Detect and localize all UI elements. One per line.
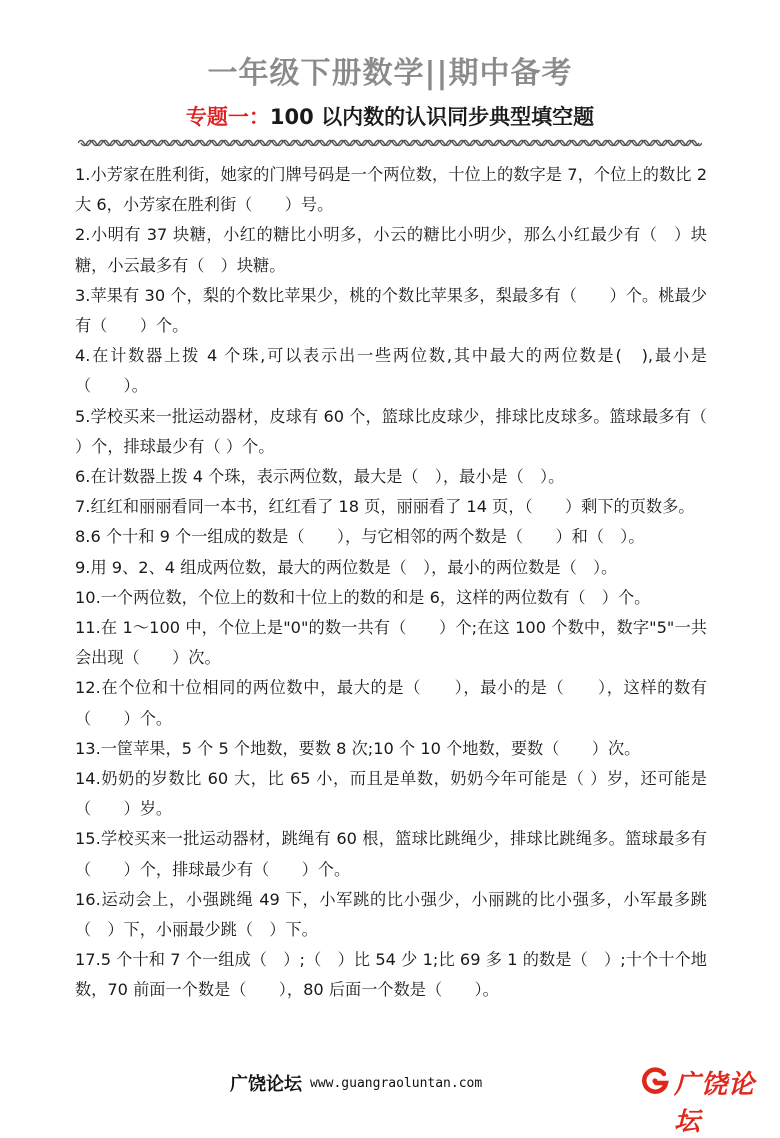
footer-site-name: 广饶论坛 [230,1074,302,1095]
question-item-7: 7.红红和丽丽看同一本书，红红看了 18 页，丽丽看了 14 页，（ ）剩下的页数多。 [75,497,695,517]
page-footer [230,1070,482,1096]
question-item-12: 12.在个位和十位相同的两位数中，最大的是（ ），最小的是（ ），这样的数有（ ）个。 [75,678,707,728]
question-item-2: 2.小明有 37 块糖，小红的糖比小明多，小云的糖比小明少，那么小红最少有（ ）块糖，小云最多有（ ）块糖。 [75,225,707,275]
question-item-8: 8.6 个十和 9 个一组成的数是（ ），与它相邻的两个数是（ ）和（ ）。 [75,527,645,547]
question-item-14: 14.奶奶的岁数比 60 大，比 65 小，而且是单数，奶奶今年可能是（ ）岁，还可能是（ ）岁。 [75,769,707,819]
decorative-divider [78,138,702,148]
page-subtitle [0,101,780,131]
question-item-9: 9.用 9、2、4 组成两位数，最大的两位数是（ ），最小的两位数是（ ）。 [75,557,618,577]
question-item-4: 4.在计数器上拨 4 个珠,可以表示出一些两位数,其中最大的两位数是( ),最小是（ ）。 [75,346,707,396]
question-list [75,160,707,1006]
question-item-16: 16.运动会上，小强跳绳 49 下，小军跳的比小强少，小丽跳的比小强多，小军最多跳（ ）下，小丽最少跳（ ）下。 [75,889,707,940]
question-item-5: 5.学校买来一批运动器材，皮球有 60 个，篮球比皮球少，排球比皮球多。篮球最多有（ ）个，排球最少有（ ）个。 [75,406,707,456]
g-logo-icon [640,1066,670,1096]
site-logo [640,1064,775,1137]
question-item-10: 10.一个两位数，个位上的数和十位上的数的和是 6，这样的两位数有（ ）个。 [75,587,651,607]
page-title: 一年级下册数学||期中备考 [207,56,573,91]
question-item-17: 17.5 个十和 7 个一组成（ ）;（ ）比 54 少 1;比 69 多 1 的数是（ ）;十个十个地数，70 前面一个数是（ ），80 后面一个数是（ ）。 [75,950,707,1000]
question-item-1: 1.小芳家在胜利街，她家的门牌号码是一个两位数，十位上的数字是 7，个位上的数比 2 大 6，小芳家在胜利街（ ）号。 [75,165,707,215]
subtitle-topic-label: 专题一： [185,105,270,129]
question-item-6: 6.在计数器上拨 4 个珠，表示两位数，最大是（ ），最小是（ ）。 [75,467,565,487]
footer-url: www.guangraoluntan.com [310,1075,483,1091]
question-item-3: 3.苹果有 30 个，梨的个数比苹果少，桃的个数比苹果多，梨最多有（ ）个。桃最少有（ ）个。 [75,285,707,336]
question-item-11: 11.在 1～100 中，个位上是"0"的数一共有（ ）个;在这 100 个数中，数字"5"一共会出现（ ）次。 [75,618,707,668]
question-item-15: 15.学校买来一批运动器材，跳绳有 60 根，篮球比跳绳少，排球比跳绳多。篮球最多有（ ）个，排球最少有（ ）个。 [75,829,707,879]
logo-wordmark: 广饶论坛 [674,1070,756,1137]
subtitle-topic-text: 100 以内数的认识同步典型填空题 [269,105,595,129]
question-item-13: 13.一筐苹果，5 个 5 个地数，要数 8 次;10 个 10 个地数，要数（ ）次。 [75,738,641,758]
